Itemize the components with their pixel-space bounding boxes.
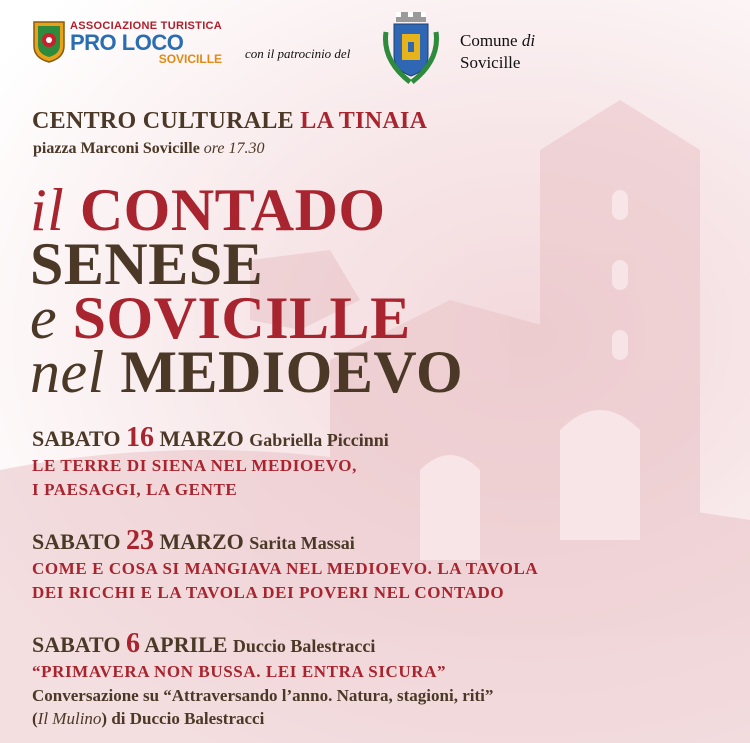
comune-crest-icon bbox=[380, 12, 442, 88]
event-date-number: 6 bbox=[125, 628, 140, 659]
event-title-line: COME E COSA SI MANGIAVA NEL MEDIOEVO. LA TAVOLA bbox=[32, 559, 539, 578]
proloco-name: PRO LOCO bbox=[70, 30, 184, 55]
comune-label bbox=[460, 30, 535, 74]
event-note-line: (Il Mulino) di Duccio Balestracci bbox=[32, 709, 265, 728]
venue-line bbox=[32, 108, 427, 135]
title-medioevo: MEDIOEVO bbox=[120, 339, 464, 405]
event-month: MARZO bbox=[159, 529, 244, 554]
event-day: SABATO bbox=[32, 426, 121, 451]
event-day: SABATO bbox=[32, 529, 121, 554]
event-heading bbox=[32, 525, 538, 557]
event-item bbox=[32, 422, 389, 502]
event-note-book: Il Mulino bbox=[37, 709, 102, 728]
event-speaker: Duccio Balestracci bbox=[232, 636, 376, 656]
event-item bbox=[32, 525, 538, 605]
title-contado: CONTADO bbox=[79, 177, 386, 243]
event-heading bbox=[32, 422, 389, 454]
event-title-line: I PAESAGGI, LA GENTE bbox=[32, 480, 238, 499]
comune-city: Sovicille bbox=[460, 53, 521, 72]
venue-address: piazza Marconi Sovicille bbox=[33, 140, 200, 157]
proloco-association-label: ASSOCIAZIONE TURISTICA bbox=[70, 20, 223, 32]
proloco-city: SOVICILLE bbox=[158, 52, 223, 66]
event-title-line: DEI RICCHI E LA TAVOLA DEI POVERI NEL CONTADO bbox=[32, 583, 505, 602]
title-sovicille: SOVICILLE bbox=[72, 285, 411, 351]
proloco-logo bbox=[32, 20, 222, 66]
comune-di: di bbox=[521, 31, 536, 50]
event-note-author: di Duccio Balestracci bbox=[111, 709, 265, 728]
event-title-line: “PRIMAVERA NON BUSSA. LEI ENTRA SICURA” bbox=[32, 662, 447, 681]
event-date-number: 23 bbox=[125, 525, 154, 556]
header bbox=[0, 8, 750, 88]
patronage-label: con il patrocinio del bbox=[245, 46, 351, 61]
venue-time: ore 17.30 bbox=[203, 140, 265, 157]
event-month: APRILE bbox=[144, 632, 228, 657]
event-day: SABATO bbox=[32, 632, 121, 657]
event-date-number: 16 bbox=[125, 422, 154, 453]
title-il: il bbox=[30, 177, 65, 243]
title-line-2: SENESE bbox=[30, 231, 264, 297]
event-month: MARZO bbox=[159, 426, 244, 451]
event-heading bbox=[32, 628, 493, 660]
event-speaker: Gabriella Piccinni bbox=[249, 430, 389, 450]
venue-label: CENTRO CULTURALE bbox=[32, 108, 294, 134]
title-nel: nel bbox=[30, 339, 105, 405]
event-note-line: Conversazione su “Attraversando l’anno. Natura, stagioni, riti” bbox=[32, 686, 494, 705]
title-line-4 bbox=[30, 339, 464, 405]
comune-word: Comune bbox=[460, 31, 518, 50]
venue-name: LA TINAIA bbox=[300, 108, 428, 134]
venue-address-line bbox=[33, 140, 265, 158]
event-item bbox=[32, 628, 493, 730]
title-e: e bbox=[30, 285, 58, 351]
event-title-line: LE TERRE DI SIENA NEL MEDIOEVO, bbox=[32, 456, 357, 475]
event-speaker: Sarita Massai bbox=[249, 533, 355, 553]
proloco-shield-icon bbox=[32, 20, 66, 64]
